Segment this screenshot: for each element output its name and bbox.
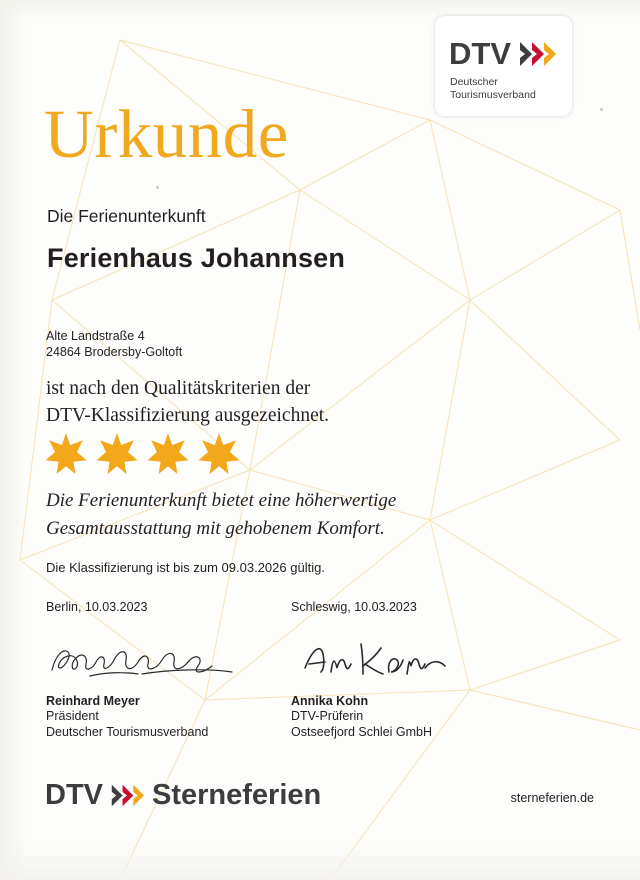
page-title: Urkunde xyxy=(44,96,289,172)
dtv-logo-subtitle-line2: Tourismusverband xyxy=(450,88,536,101)
star-icon xyxy=(198,432,240,474)
signatory-organization: Ostseefjord Schlei GmbH xyxy=(291,725,433,739)
footer-url: sterneferien.de xyxy=(510,791,594,805)
signatory-role: DTV-Prüferin xyxy=(291,709,364,723)
dtv-chevrons-icon xyxy=(110,782,144,809)
footer-brand-word: Sterneferien xyxy=(152,779,322,811)
signatory-organization: Deutscher Tourismusverband xyxy=(46,725,209,739)
star-icon xyxy=(45,432,87,474)
dtv-logo-subtitle-line1: Deutscher xyxy=(450,76,498,88)
criteria-line-1: ist nach den Qualitätskriterien der xyxy=(46,378,311,399)
star-icon xyxy=(96,432,138,474)
star-rating xyxy=(45,432,240,474)
footer-brand xyxy=(45,781,321,810)
dtv-logo-badge xyxy=(435,16,572,116)
footer-dtv-text: DTV xyxy=(45,779,103,811)
signatory-name: Reinhard Meyer xyxy=(46,694,140,708)
quality-line-2: Gesamtausstattung mit gehobenem Komfort. xyxy=(46,518,385,539)
criteria-line-2: DTV-Klassifizierung ausgezeichnet. xyxy=(46,405,330,426)
accommodation-name: Ferienhaus Johannsen xyxy=(47,243,346,273)
signature-block-left xyxy=(46,600,266,740)
validity-text: Die Klassifizierung ist bis zum 09.03.2026 gültig. xyxy=(46,560,325,575)
address-street: Alte Landstraße 4 xyxy=(46,329,145,343)
signatory-role: Präsident xyxy=(46,709,99,723)
dtv-logo-subtitle xyxy=(450,76,536,101)
signature-annika-kohn xyxy=(291,638,521,688)
signature-place-date: Berlin, 10.03.2023 xyxy=(46,600,148,614)
dtv-chevrons-icon xyxy=(518,39,556,69)
dtv-logo-text: DTV xyxy=(449,36,511,71)
quality-description xyxy=(46,487,396,543)
criteria-text xyxy=(46,375,329,429)
signature-place-date: Schleswig, 10.03.2023 xyxy=(291,600,417,614)
dtv-logo-row xyxy=(449,38,556,69)
accommodation-label: Die Ferienunterkunft xyxy=(47,206,206,226)
quality-line-1: Die Ferienunterkunft bietet eine höherwertige xyxy=(46,490,397,511)
signature-block-right xyxy=(291,600,521,740)
accommodation-address xyxy=(46,328,182,360)
star-icon xyxy=(147,432,189,474)
signatory-name: Annika Kohn xyxy=(291,694,369,708)
address-city: 24864 Brodersby-Goltoft xyxy=(46,345,183,359)
signature-reinhard-meyer xyxy=(46,638,266,688)
